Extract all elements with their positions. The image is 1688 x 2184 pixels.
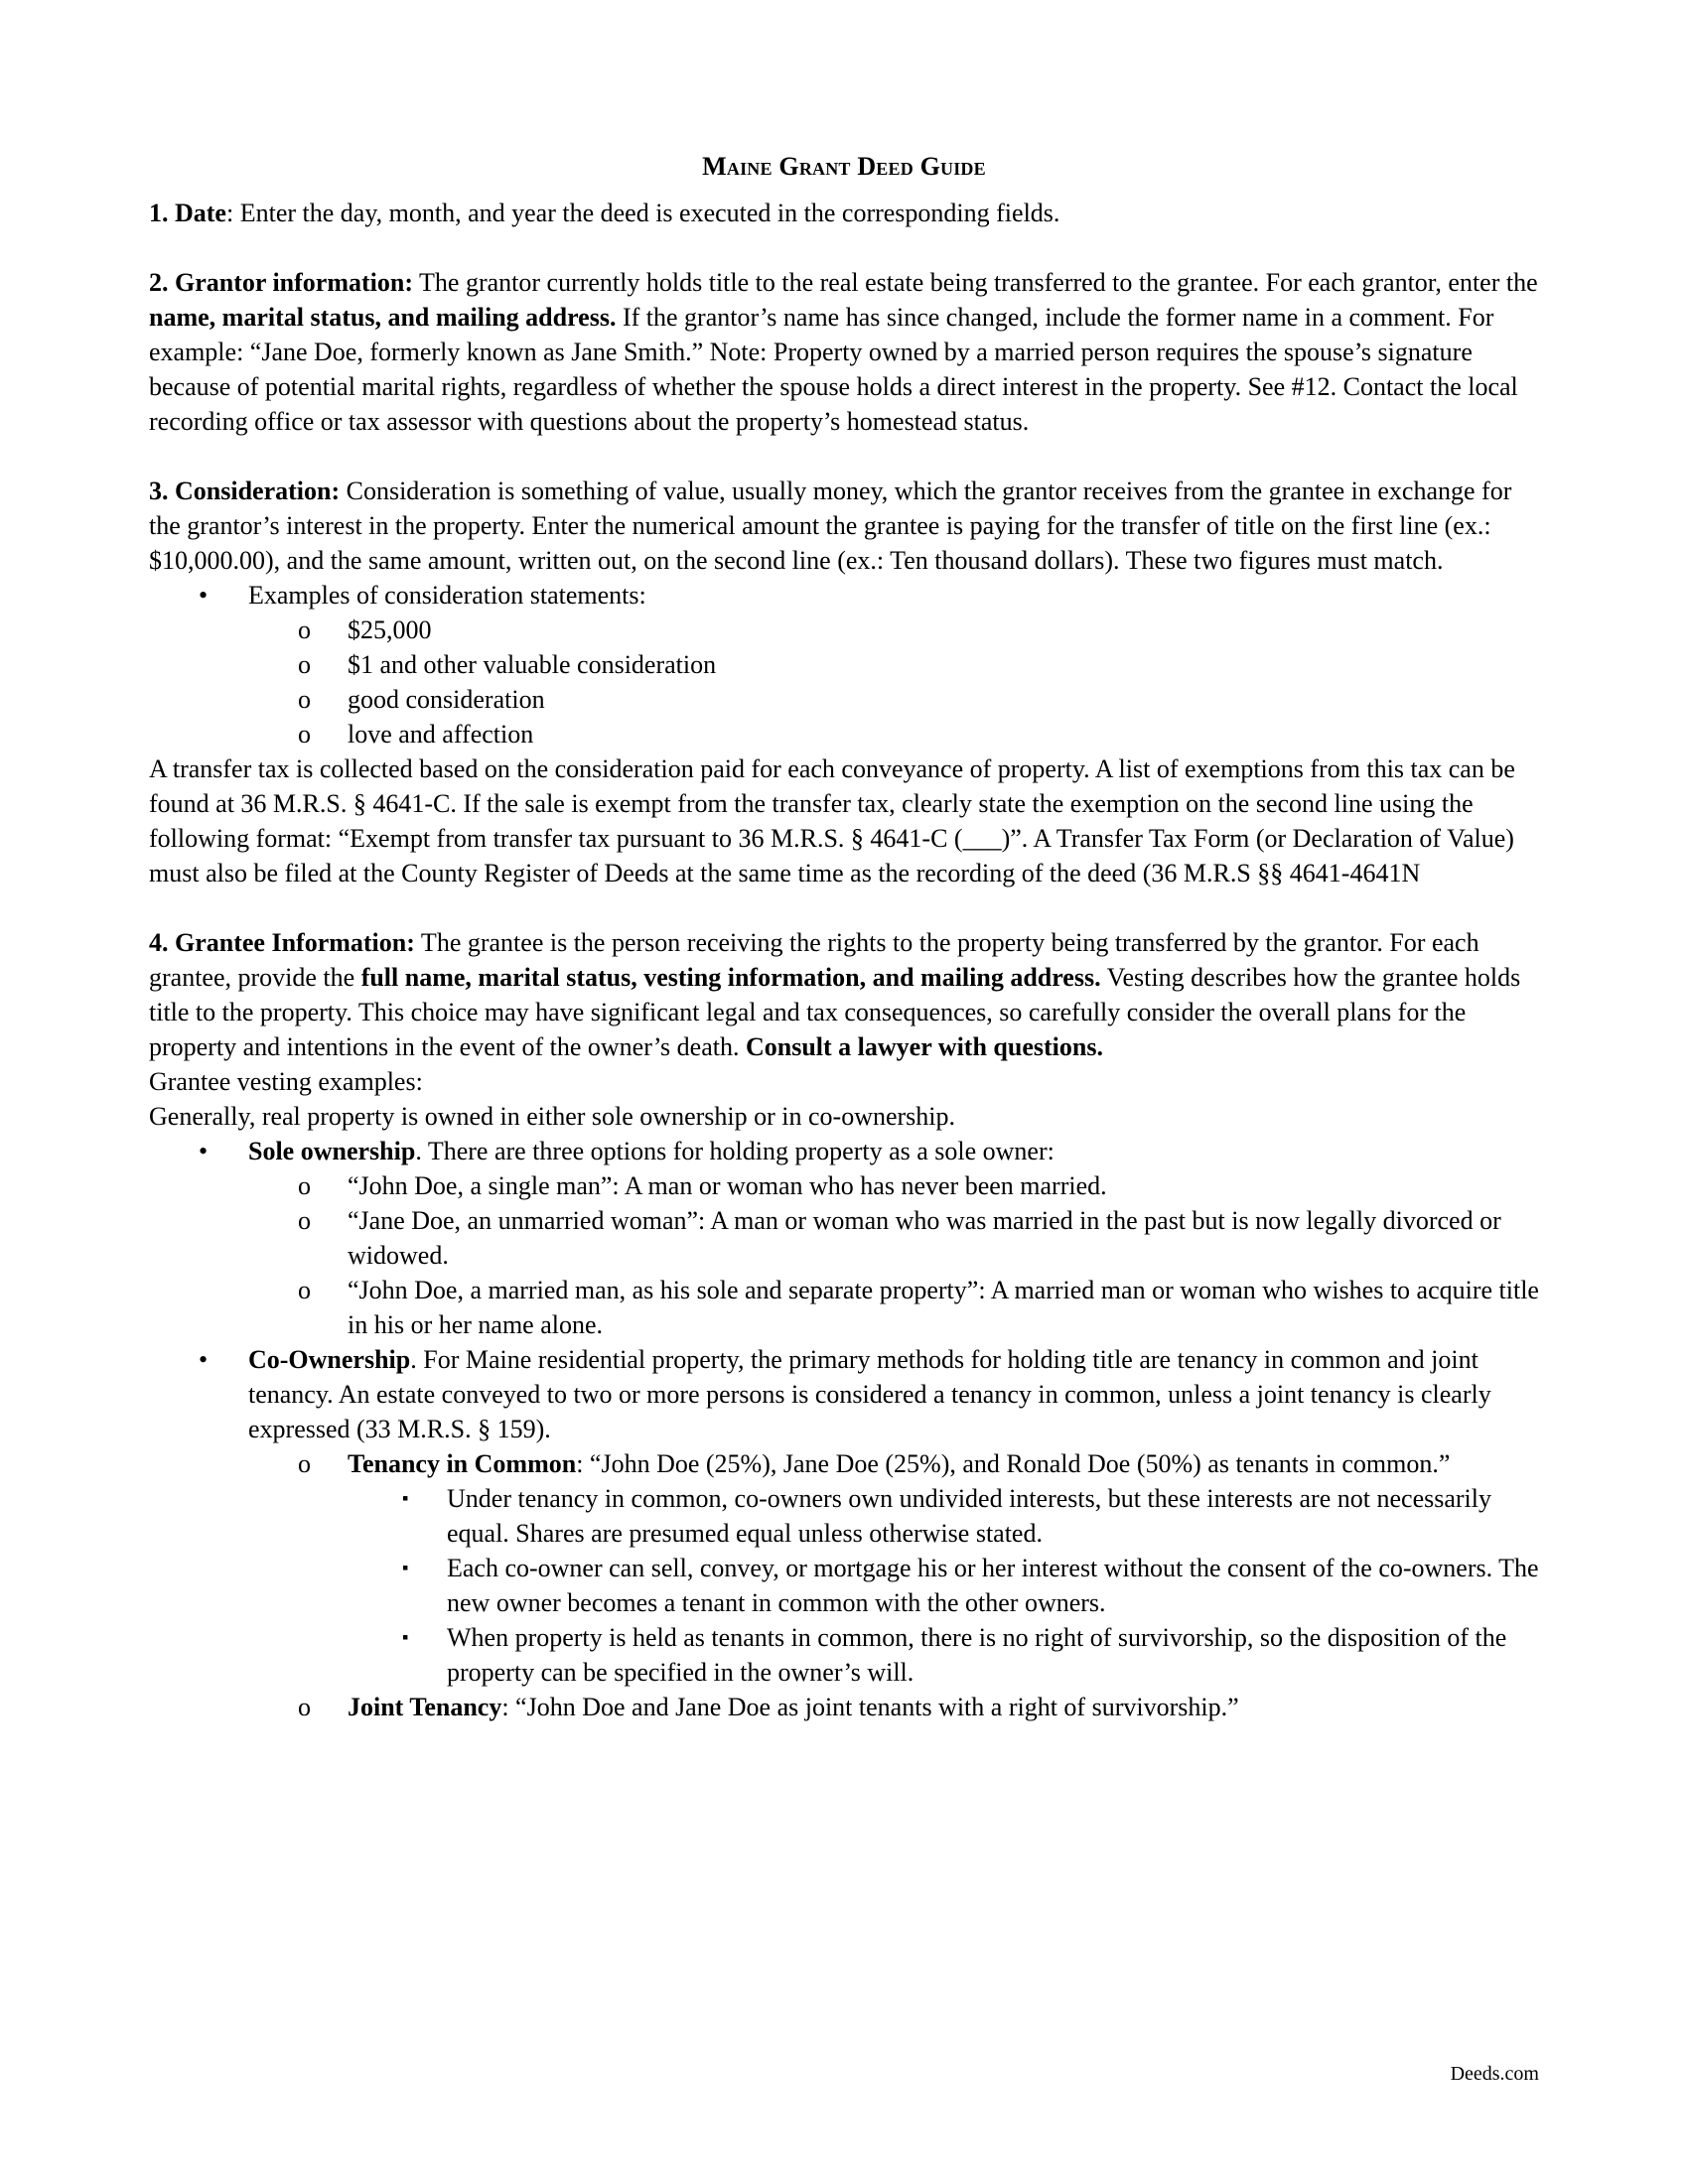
circle-marker: o <box>298 1693 311 1721</box>
section-text: The grantee is the person receiving the rights to the property being transferred by the grantor. For each grantee, provide the <box>149 928 1479 992</box>
list-item-text: . There are three options for holding property as a sole owner: <box>415 1137 1055 1165</box>
section-text: Consideration is something of value, usually money, which the grantor receives from the grantee in exchange for the grantor’s interest in the property. Enter the numerical amount the grantee is paying for the transfer of title on the first line (ex.: $10,000.00), and the same amount, written out, on the second line (ex.: Ten thousand dollars). These two figures must match. <box>149 477 1512 575</box>
transfer-tax-paragraph: A transfer tax is collected based on the consideration paid for each conveyance of property. A list of exemptions from this tax can be found at 36 M.R.S. § 4641-C. If the sale is exempt from the transfer tax, clearly state the exemption on the second line using the following format: “Exempt from transfer tax pursuant to 36 M.R.S. § 4641-C (___)”. A Transfer Tax Form (or Declaration of Value) must also be filed at the County Register of Deeds at the same time as the recording of the deed (36 M.R.S §§ 4641-4641N <box>149 754 1515 887</box>
list-item-text: love and affection <box>348 720 534 749</box>
square-marker: ▪ <box>402 1488 409 1508</box>
list-item-text: $1 and other valuable consideration <box>348 650 717 679</box>
bullet-marker: • <box>199 1137 209 1165</box>
circle-marker: o <box>298 1276 311 1304</box>
list-item-text: : “John Doe and Jane Doe as joint tenants with a right of survivorship.” <box>501 1693 1239 1721</box>
list-item-text: Examples of consideration statements: <box>248 581 646 610</box>
list-item <box>248 647 1539 682</box>
list-item-heading: Tenancy in Common <box>348 1449 577 1478</box>
list-item <box>348 1551 1539 1620</box>
section-heading: 2. Grantor information: <box>149 268 413 297</box>
list-item-text: “John Doe, a single man”: A man or woman who has never been married. <box>348 1171 1107 1200</box>
general-text: Generally, real property is owned in either sole ownership or in co-ownership. <box>149 1102 956 1131</box>
list-item <box>248 1690 1539 1724</box>
section-text: Vesting describes how the grantee holds title to the property. This choice may have significant legal and tax consequences, so carefully consider the overall plans for the property and intentions in the event of the owner’s death. <box>149 963 1521 1061</box>
circle-marker: o <box>298 615 311 644</box>
circle-marker: o <box>298 650 311 679</box>
list-item-text: Each co-owner can sell, convey, or mortgage his or her interest without the consent of the co-owners. The new owner becomes a tenant in common with the other owners. <box>447 1554 1539 1617</box>
emphasis-text: Consult a lawyer with questions. <box>745 1032 1103 1061</box>
list-item <box>348 1481 1539 1551</box>
bullet-list <box>149 1134 1539 1724</box>
sub-list <box>248 613 1539 751</box>
list-item-heading: Sole ownership <box>248 1137 416 1165</box>
list-item-heading: Joint Tenancy <box>348 1693 502 1721</box>
section-heading: 1. Date <box>149 199 226 227</box>
list-item <box>248 717 1539 751</box>
section-text: If the grantor’s name has since changed, include the former name in a comment. For example: “Jane Doe, formerly known as Jane Smith.” Note: Property owned by a married person requires the spouse’s signature because of potential marital rights, regardless of whether the spouse holds a direct interest in the property. See #12. Contact the local recording office or tax assessor with questions about the property’s homestead status. <box>149 303 1518 436</box>
list-item-text: Under tenancy in common, co-owners own undivided interests, but these interests are not necessarily equal. Shares are presumed equal unless otherwise stated. <box>447 1484 1491 1548</box>
list-item <box>248 1446 1539 1690</box>
emphasis-text: name, marital status, and mailing address. <box>149 303 617 332</box>
sub-sub-list <box>348 1481 1539 1690</box>
list-item <box>248 1168 1539 1203</box>
list-item-text: good consideration <box>348 685 545 714</box>
section-grantee <box>149 925 1539 1724</box>
list-item <box>149 1134 1539 1342</box>
list-item <box>248 682 1539 717</box>
square-marker: ▪ <box>402 1558 409 1577</box>
circle-marker: o <box>298 1206 311 1235</box>
bullet-marker: • <box>199 1345 209 1374</box>
circle-marker: o <box>298 685 311 714</box>
list-item-text: $25,000 <box>348 615 432 644</box>
document-page <box>149 149 1539 1759</box>
section-heading: 3. Consideration: <box>149 477 341 505</box>
bullet-list <box>149 578 1539 751</box>
section-text: : Enter the day, month, and year the deed is executed in the corresponding fields. <box>225 199 1060 227</box>
circle-marker: o <box>298 1171 311 1200</box>
footer-source: Deeds.com <box>1450 2063 1539 2085</box>
square-marker: ▪ <box>402 1627 409 1647</box>
vesting-label: Grantee vesting examples: <box>149 1067 423 1096</box>
list-item-text: “Jane Doe, an unmarried woman”: A man or woman who was married in the past but is now legally divorced or widowed. <box>348 1206 1501 1270</box>
list-item-text: : “John Doe (25%), Jane Doe (25%), and Ronald Doe (50%) as tenants in common.” <box>576 1449 1451 1478</box>
list-item <box>149 578 1539 751</box>
circle-marker: o <box>298 720 311 749</box>
sub-list <box>248 1446 1539 1724</box>
section-heading: 4. Grantee Information: <box>149 928 415 957</box>
list-item <box>248 1273 1539 1342</box>
list-item <box>248 1203 1539 1273</box>
list-item-text: “John Doe, a married man, as his sole and separate property”: A married man or woman who wishes to acquire title in his or her name alone. <box>348 1276 1539 1339</box>
list-item <box>248 613 1539 647</box>
page-title: Maine Grant Deed Guide <box>702 152 986 181</box>
list-item <box>348 1620 1539 1690</box>
list-item-heading: Co-Ownership <box>248 1345 411 1374</box>
sub-list <box>248 1168 1539 1342</box>
emphasis-text: full name, marital status, vesting information, and mailing address. <box>360 963 1101 992</box>
section-paragraph <box>149 474 1539 578</box>
list-item <box>149 1342 1539 1724</box>
section-consideration <box>149 474 1539 890</box>
circle-marker: o <box>298 1449 311 1478</box>
bullet-marker: • <box>199 581 209 610</box>
section-paragraph <box>149 925 1539 1064</box>
list-item-text: When property is held as tenants in common, there is no right of survivorship, so the disposition of the property can be specified in the owner’s will. <box>447 1623 1507 1687</box>
section-date <box>149 196 1539 230</box>
section-text: The grantor currently holds title to the real estate being transferred to the grantee. For each grantor, enter the <box>413 268 1538 297</box>
list-item-text: . For Maine residential property, the primary methods for holding title are tenancy in common and joint tenancy. An estate conveyed to two or more persons is considered a tenancy in common, unless a joint tenancy is clearly expressed (33 M.R.S. § 159). <box>248 1345 1491 1443</box>
section-grantor <box>149 265 1539 439</box>
